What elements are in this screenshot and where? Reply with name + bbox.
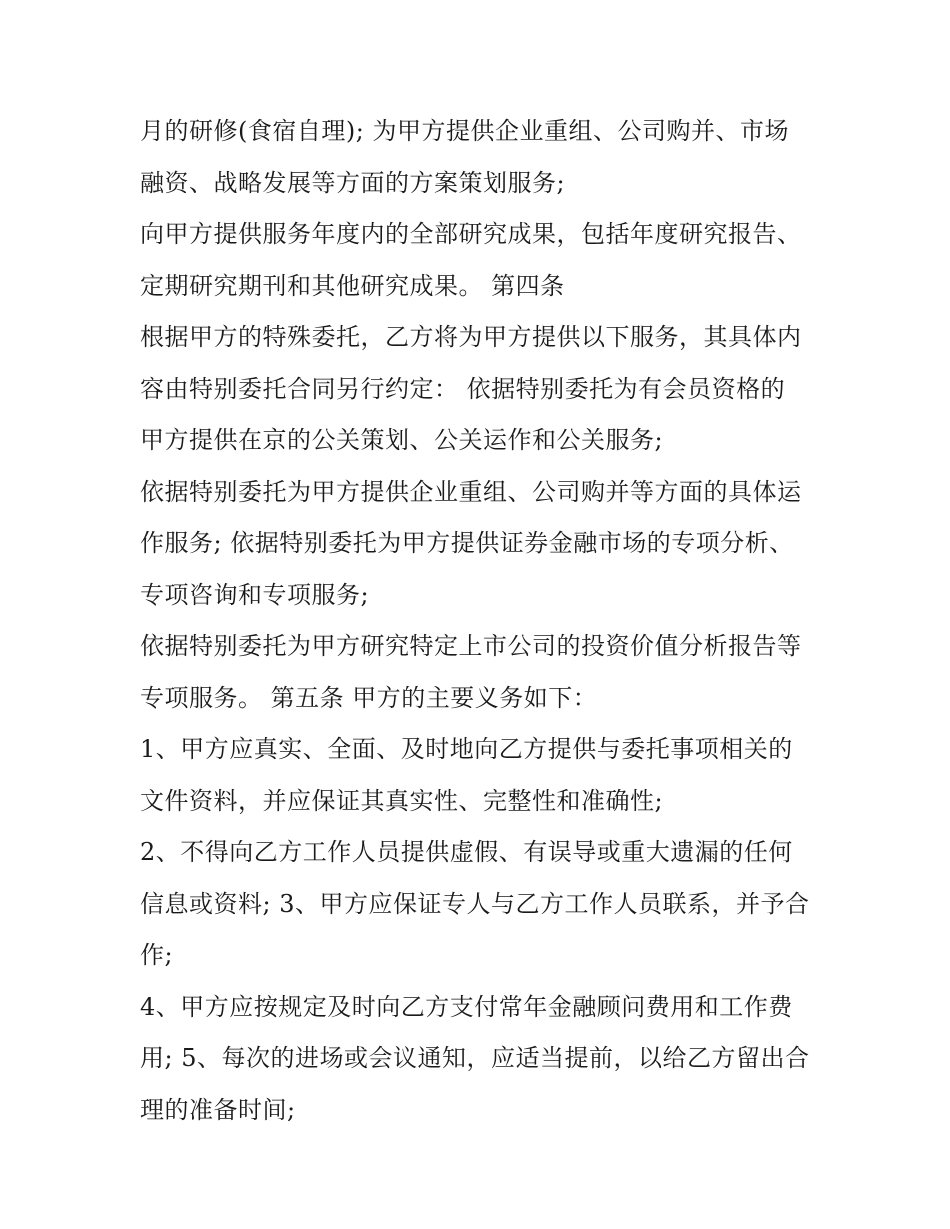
text-line: 甲方提供在京的公关策划、公关运作和公关服务;: [140, 426, 664, 454]
text-line: 融资、战略发展等方面的方案策划服务;: [140, 168, 566, 197]
document-body: [140, 106, 830, 1136]
text-line: 理的准备时间;: [140, 1095, 296, 1124]
text-line: 作;: [140, 941, 174, 969]
text-line: 向甲方提供服务年度内的全部研究成果，包括年度研究报告、: [140, 220, 802, 248]
text-line: 月的研修(食宿自理); 为甲方提供企业重组、公司购并、市场: [140, 117, 789, 145]
text-line: 用; 5、每次的进场或会议通知，应适当提前，以给乙方留出合: [140, 1044, 810, 1072]
text-line: 信息或资料; 3、甲方应保证专人与乙方工作人员联系，并予合: [140, 889, 810, 918]
text-line: 作服务; 依据特别委托为甲方提供证券金融市场的专项分析、: [140, 529, 794, 557]
text-line: 定期研究期刊和其他研究成果。 第四条: [140, 271, 565, 300]
text-line: 依据特别委托为甲方提供企业重组、公司购并等方面的具体运: [140, 477, 802, 506]
text-line: 容由特别委托合同另行约定： 依据特别委托为有会员资格的: [140, 374, 786, 403]
text-line: 文件资料，并应保证其真实性、完整性和准确性;: [140, 786, 664, 815]
text-line: 根据甲方的特殊委托，乙方将为甲方提供以下服务，其具体内: [140, 323, 802, 351]
text-line: 1、甲方应真实、全面、及时地向乙方提供与委托事项相关的: [140, 735, 793, 763]
text-line: 4、甲方应按规定及时向乙方支付常年金融顾问费用和工作费: [140, 992, 793, 1021]
text-line: 专项咨询和专项服务;: [140, 580, 370, 609]
text-line: 依据特别委托为甲方研究特定上市公司的投资价值分析报告等: [140, 632, 802, 660]
text-line: 专项服务。 第五条 甲方的主要义务如下：: [140, 683, 598, 712]
text-line: 2、不得向乙方工作人员提供虚假、有误导或重大遗漏的任何: [140, 838, 793, 866]
